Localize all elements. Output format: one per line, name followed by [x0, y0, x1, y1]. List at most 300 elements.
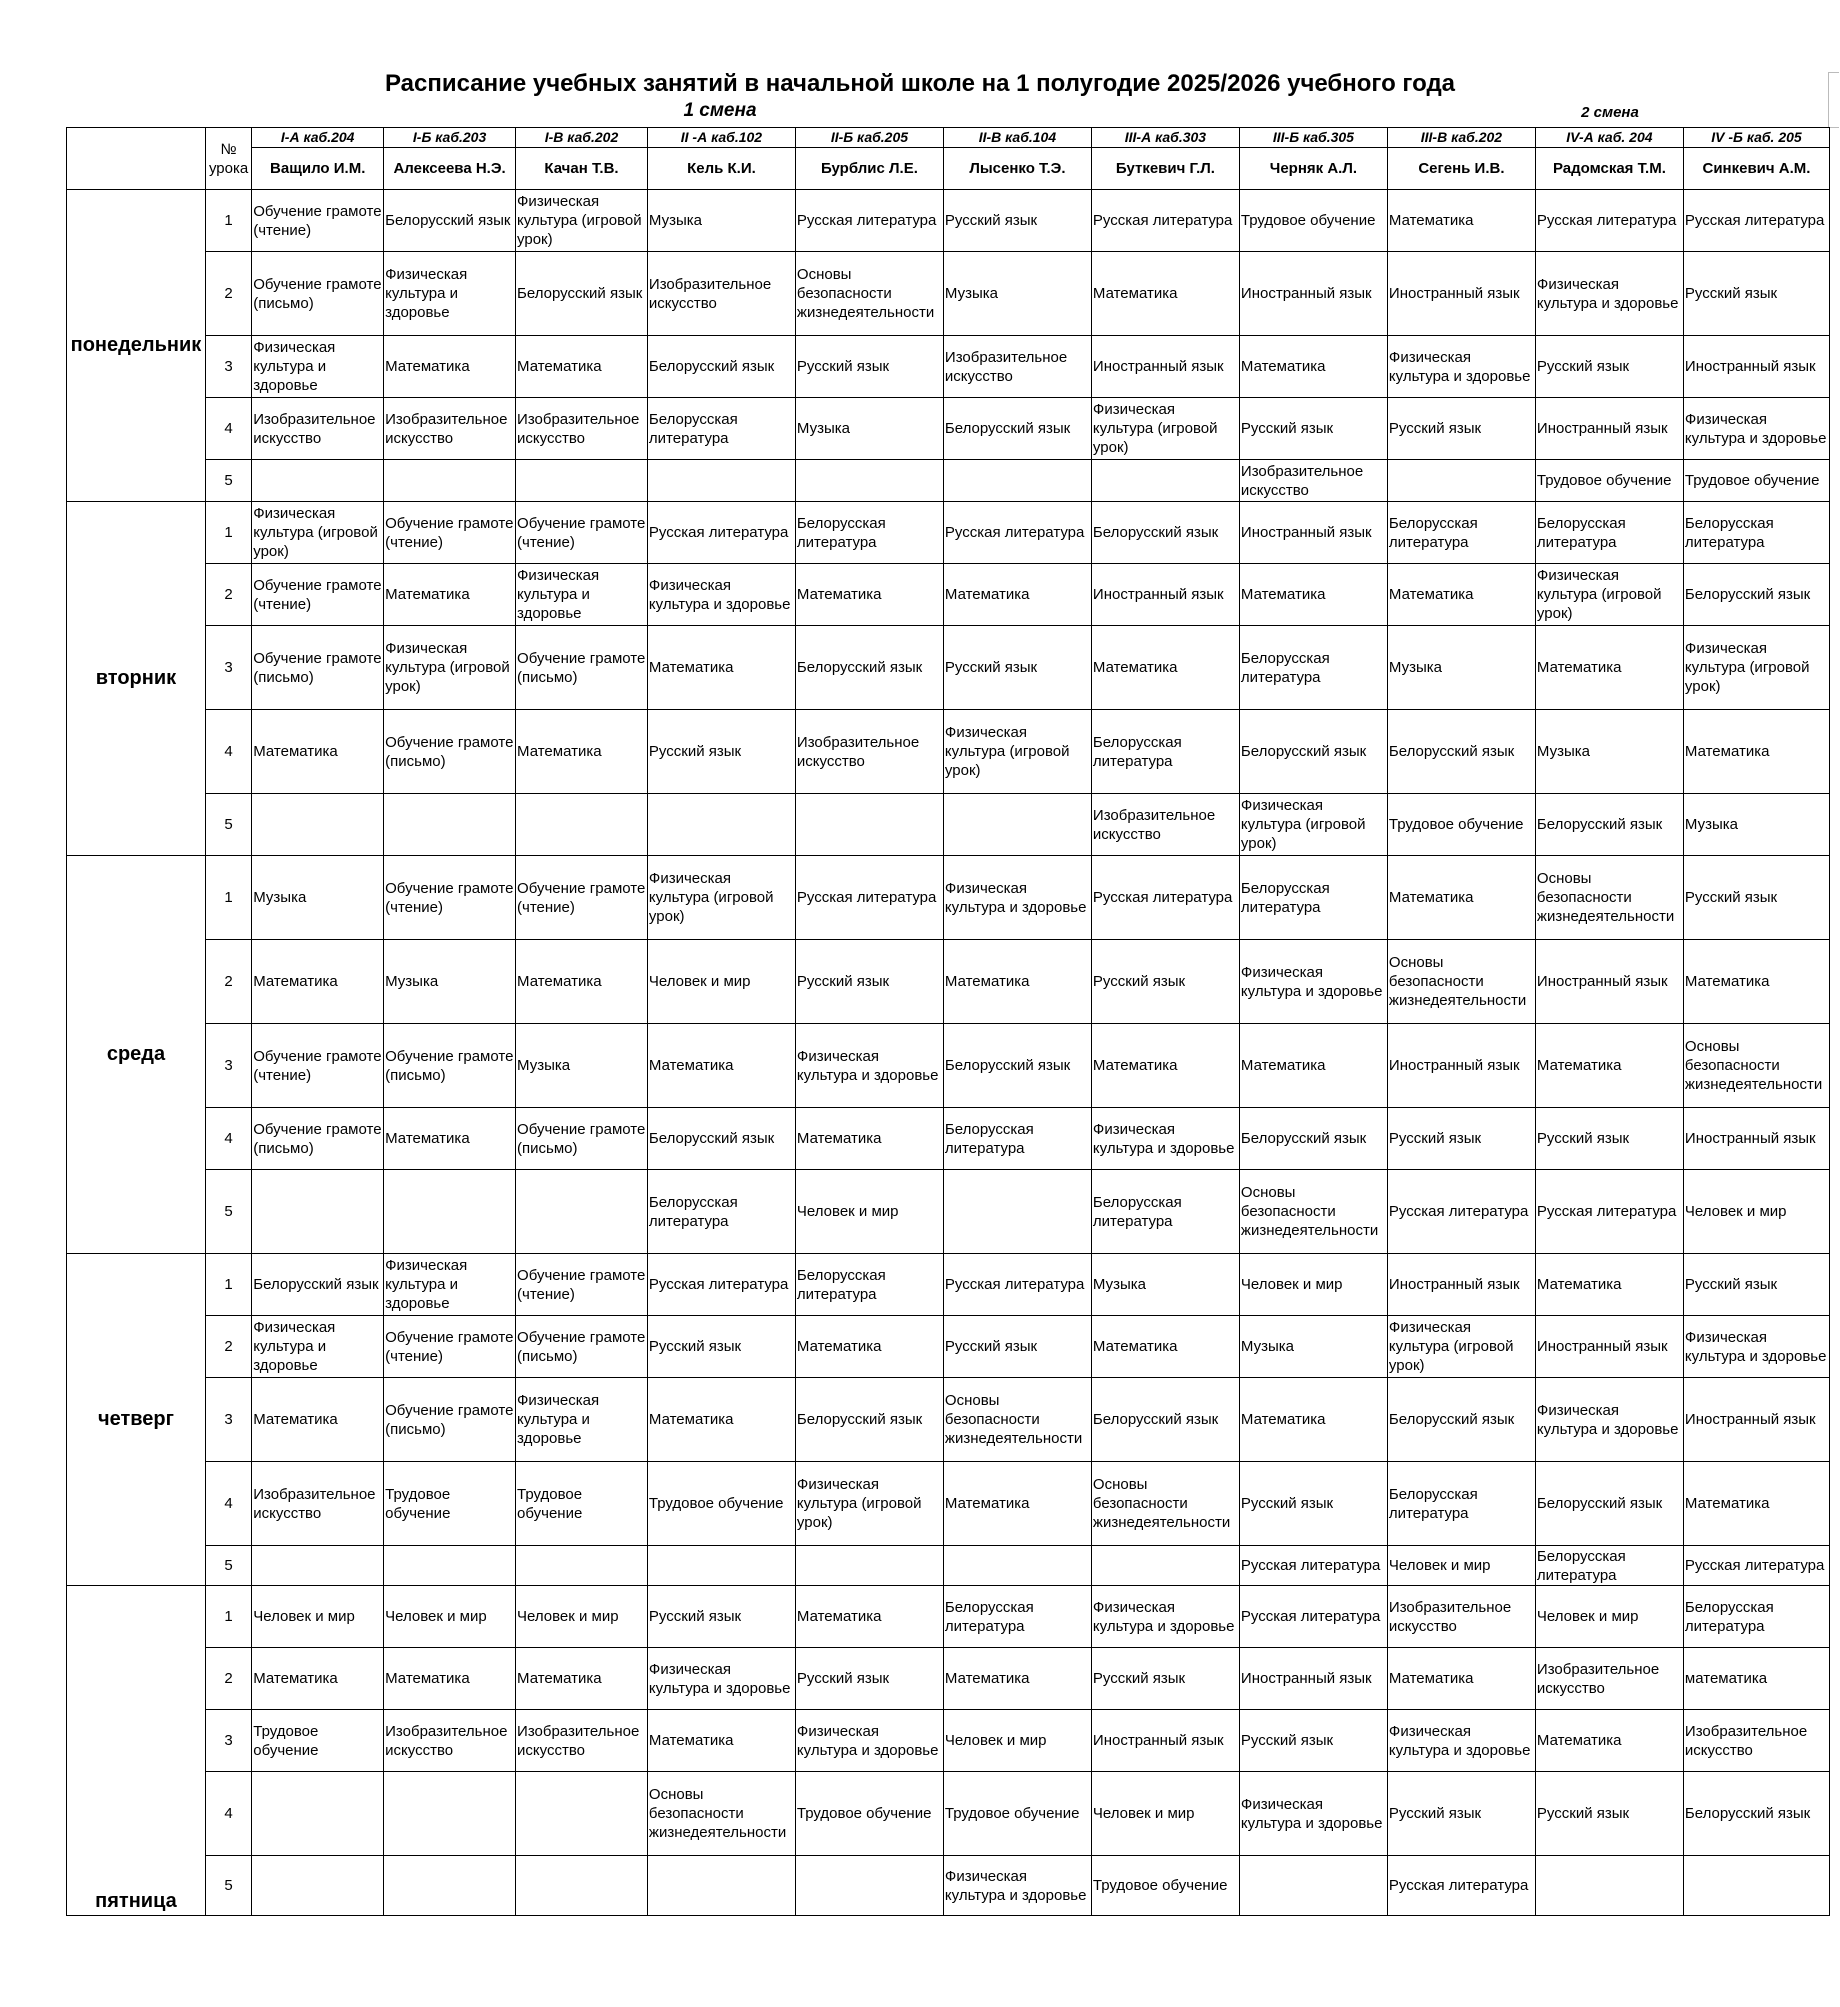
- subject-cell: Русская литература: [1239, 1586, 1387, 1648]
- subject-cell: Иностранный язык: [1387, 1254, 1535, 1316]
- subject-cell: Математика: [943, 564, 1091, 626]
- subject-cell: Изобразительное искусство: [1239, 460, 1387, 502]
- subject-cell: Основы безопасности жизнедеятельности: [943, 1378, 1091, 1462]
- subject-cell: Русская литература: [1535, 190, 1683, 252]
- subject-cell: Музыка: [795, 398, 943, 460]
- subject-cell: Математика: [252, 1378, 384, 1462]
- subject-cell: Физическая культура (игровой урок): [1535, 564, 1683, 626]
- subject-cell: Физическая культура и здоровье: [943, 1856, 1091, 1916]
- subject-cell: Белорусская литература: [795, 502, 943, 564]
- subject-cell: Иностранный язык: [1387, 252, 1535, 336]
- subject-cell: Иностранный язык: [1239, 252, 1387, 336]
- subject-cell: Физическая культура и здоровье: [647, 1648, 795, 1710]
- lesson-row: [67, 1462, 1830, 1546]
- subject-cell: Человек и мир: [943, 1710, 1091, 1772]
- subject-cell: Математика: [1683, 940, 1829, 1024]
- lesson-row: [67, 190, 1830, 252]
- header-row-classes: [67, 128, 1830, 148]
- subject-cell: Белорусская литература: [647, 398, 795, 460]
- subject-cell: Русский язык: [1535, 336, 1683, 398]
- teacher-name: Кель К.И.: [647, 148, 795, 190]
- subject-cell: Музыка: [516, 1024, 648, 1108]
- subject-cell: Трудовое обучение: [647, 1462, 795, 1546]
- lesson-row: [67, 794, 1830, 856]
- lesson-number: 1: [205, 856, 251, 940]
- lesson-row: [67, 502, 1830, 564]
- subject-cell: [1387, 460, 1535, 502]
- teacher-name: Бурблис Л.Е.: [795, 148, 943, 190]
- subject-cell: Обучение грамоте (письмо): [516, 626, 648, 710]
- subject-cell: Трудовое обучение: [795, 1772, 943, 1856]
- subject-cell: Изобразительное искусство: [943, 336, 1091, 398]
- subject-cell: Математика: [252, 940, 384, 1024]
- subject-cell: Иностранный язык: [1091, 564, 1239, 626]
- subject-cell: Физическая культура и здоровье: [1387, 336, 1535, 398]
- subject-cell: Белорусский язык: [1239, 1108, 1387, 1170]
- lesson-row: [67, 1108, 1830, 1170]
- subject-cell: Белорусский язык: [516, 252, 648, 336]
- subject-cell: Физическая культура и здоровье: [1535, 252, 1683, 336]
- subject-cell: Обучение грамоте (чтение): [252, 190, 384, 252]
- subject-cell: Обучение грамоте (чтение): [252, 564, 384, 626]
- subject-cell: Белорусская литература: [1091, 1170, 1239, 1254]
- lesson-row: [67, 1710, 1830, 1772]
- subject-cell: Математика: [516, 710, 648, 794]
- subject-cell: Белорусский язык: [943, 398, 1091, 460]
- subject-cell: Математика: [1387, 564, 1535, 626]
- subject-cell: Математика: [943, 1462, 1091, 1546]
- subject-cell: [384, 1170, 516, 1254]
- subject-cell: Основы безопасности жизнедеятельности: [795, 252, 943, 336]
- subject-cell: Математика: [1091, 626, 1239, 710]
- subject-cell: Обучение грамоте (чтение): [384, 856, 516, 940]
- subject-cell: Белорусский язык: [1535, 794, 1683, 856]
- subject-cell: Белорусский язык: [943, 1024, 1091, 1108]
- subject-cell: Белорусский язык: [795, 1378, 943, 1462]
- subject-cell: Музыка: [1535, 710, 1683, 794]
- subject-cell: Математика: [384, 336, 516, 398]
- subject-cell: Белорусская литература: [943, 1108, 1091, 1170]
- subject-cell: Физическая культура и здоровье: [795, 1024, 943, 1108]
- subject-cell: [252, 1856, 384, 1916]
- subject-cell: Физическая культура и здоровье: [252, 336, 384, 398]
- subject-cell: Математика: [384, 564, 516, 626]
- subject-cell: Белорусский язык: [384, 190, 516, 252]
- subject-cell: Русская литература: [795, 856, 943, 940]
- subject-cell: Белорусская литература: [1683, 502, 1829, 564]
- subject-cell: [384, 794, 516, 856]
- subject-cell: Математика: [252, 1648, 384, 1710]
- subject-cell: Обучение грамоте (чтение): [516, 502, 648, 564]
- subject-cell: Основы безопасности жизнедеятельности: [1683, 1024, 1829, 1108]
- subject-cell: Белорусская литература: [1387, 1462, 1535, 1546]
- subject-cell: Математика: [384, 1648, 516, 1710]
- subject-cell: Физическая культура и здоровье: [1239, 940, 1387, 1024]
- subject-cell: Белорусский язык: [647, 336, 795, 398]
- subject-cell: Физическая культура и здоровье: [1091, 1108, 1239, 1170]
- subject-cell: [252, 1170, 384, 1254]
- subject-cell: Обучение грамоте (письмо): [516, 1108, 648, 1170]
- subject-cell: Трудовое обучение: [943, 1772, 1091, 1856]
- subject-cell: Основы безопасности жизнедеятельности: [1239, 1170, 1387, 1254]
- lesson-number: 5: [205, 794, 251, 856]
- subject-cell: Физическая культура и здоровье: [516, 564, 648, 626]
- subject-cell: Белорусский язык: [1387, 710, 1535, 794]
- subject-cell: Основы безопасности жизнедеятельности: [647, 1772, 795, 1856]
- subject-cell: Белорусская литература: [1535, 1546, 1683, 1586]
- lesson-row: [67, 336, 1830, 398]
- subject-cell: Физическая культура и здоровье: [1091, 1586, 1239, 1648]
- subject-cell: Музыка: [252, 856, 384, 940]
- subject-cell: Русский язык: [647, 1316, 795, 1378]
- subject-cell: Обучение грамоте (письмо): [384, 1024, 516, 1108]
- subject-cell: [516, 1772, 648, 1856]
- class-header: II-В каб.104: [943, 128, 1091, 148]
- subject-cell: Человек и мир: [1683, 1170, 1829, 1254]
- subject-cell: [516, 794, 648, 856]
- lesson-row: [67, 1378, 1830, 1462]
- day-name: четверг: [67, 1254, 206, 1586]
- subject-cell: Белорусский язык: [1535, 1462, 1683, 1546]
- subject-cell: Иностранный язык: [1239, 502, 1387, 564]
- subject-cell: Русская литература: [943, 502, 1091, 564]
- subject-cell: Иностранный язык: [1091, 336, 1239, 398]
- subject-cell: Изобразительное искусство: [1535, 1648, 1683, 1710]
- subject-cell: [516, 1856, 648, 1916]
- subject-cell: Русский язык: [1239, 398, 1387, 460]
- subject-cell: Физическая культура и здоровье: [252, 1316, 384, 1378]
- subject-cell: Русская литература: [795, 190, 943, 252]
- lesson-number: 5: [205, 460, 251, 502]
- lesson-row: [67, 252, 1830, 336]
- subject-cell: Белорусский язык: [1683, 1772, 1829, 1856]
- subject-cell: Обучение грамоте (чтение): [516, 1254, 648, 1316]
- lesson-row: [67, 1316, 1830, 1378]
- lesson-row: [67, 1254, 1830, 1316]
- subject-cell: Человек и мир: [1091, 1772, 1239, 1856]
- subject-cell: [1535, 1856, 1683, 1916]
- teacher-name: Лысенко Т.Э.: [943, 148, 1091, 190]
- subject-cell: Русский язык: [647, 710, 795, 794]
- lesson-number: 5: [205, 1170, 251, 1254]
- class-header: II-Б каб.205: [795, 128, 943, 148]
- lesson-number: 3: [205, 336, 251, 398]
- subject-cell: Русский язык: [1387, 1108, 1535, 1170]
- subject-cell: Человек и мир: [516, 1586, 648, 1648]
- subject-cell: Белорусская литература: [1683, 1586, 1829, 1648]
- day-name: пятница: [67, 1586, 206, 1916]
- teacher-name: Сегень И.В.: [1387, 148, 1535, 190]
- teacher-name: Ващило И.М.: [252, 148, 384, 190]
- subject-cell: [795, 1856, 943, 1916]
- class-header: IV-А каб. 204: [1535, 128, 1683, 148]
- subject-cell: Русская литература: [1091, 190, 1239, 252]
- subject-cell: Изобразительное искусство: [516, 398, 648, 460]
- teacher-name: Радомская Т.М.: [1535, 148, 1683, 190]
- subject-cell: Русский язык: [1683, 856, 1829, 940]
- class-header: III-Б каб.305: [1239, 128, 1387, 148]
- subject-cell: Трудовое обучение: [1683, 460, 1829, 502]
- day-name: среда: [67, 856, 206, 1254]
- lesson-row: [67, 940, 1830, 1024]
- subject-cell: Белорусский язык: [1683, 564, 1829, 626]
- subject-cell: Математика: [1535, 626, 1683, 710]
- subject-cell: Основы безопасности жизнедеятельности: [1091, 1462, 1239, 1546]
- subject-cell: Математика: [647, 626, 795, 710]
- class-header: I-Б каб.203: [384, 128, 516, 148]
- subject-cell: [795, 1546, 943, 1586]
- subject-cell: Математика: [1091, 252, 1239, 336]
- subject-cell: Музыка: [1091, 1254, 1239, 1316]
- subject-cell: Иностранный язык: [1535, 940, 1683, 1024]
- lesson-row: [67, 1546, 1830, 1586]
- subject-cell: Физическая культура и здоровье: [384, 1254, 516, 1316]
- subject-cell: [1239, 1856, 1387, 1916]
- subject-cell: Физическая культура и здоровье: [1683, 398, 1829, 460]
- subject-cell: Белорусский язык: [1091, 1378, 1239, 1462]
- subject-cell: Изобразительное искусство: [384, 1710, 516, 1772]
- shift-1-label: 1 смена: [683, 100, 757, 121]
- subject-cell: Белорусская литература: [1535, 502, 1683, 564]
- subject-cell: Математика: [1239, 336, 1387, 398]
- subject-cell: Физическая культура и здоровье: [795, 1710, 943, 1772]
- subject-cell: Русская литература: [943, 1254, 1091, 1316]
- lesson-number: 1: [205, 190, 251, 252]
- subject-cell: Человек и мир: [384, 1586, 516, 1648]
- subject-cell: Изобразительное искусство: [252, 398, 384, 460]
- subject-cell: Иностранный язык: [1535, 398, 1683, 460]
- subject-cell: Трудовое обучение: [1091, 1856, 1239, 1916]
- subject-cell: Физическая культура и здоровье: [1683, 1316, 1829, 1378]
- subject-cell: [647, 794, 795, 856]
- class-header: II -А каб.102: [647, 128, 795, 148]
- subject-cell: Математика: [384, 1108, 516, 1170]
- lesson-number: 4: [205, 1108, 251, 1170]
- subject-cell: Физическая культура и здоровье: [647, 564, 795, 626]
- subject-cell: Физическая культура (игровой урок): [1387, 1316, 1535, 1378]
- lesson-row: [67, 1586, 1830, 1648]
- subject-cell: Человек и мир: [252, 1586, 384, 1648]
- lesson-number: 2: [205, 564, 251, 626]
- subject-cell: [795, 460, 943, 502]
- subject-cell: Обучение грамоте (чтение): [384, 1316, 516, 1378]
- subject-cell: Иностранный язык: [1683, 336, 1829, 398]
- lesson-number: 4: [205, 398, 251, 460]
- subject-cell: Математика: [1239, 1024, 1387, 1108]
- class-header: III-В каб.202: [1387, 128, 1535, 148]
- lesson-number: 3: [205, 1710, 251, 1772]
- subject-cell: Человек и мир: [647, 940, 795, 1024]
- subject-cell: Белорусская литература: [1387, 502, 1535, 564]
- subject-cell: Математика: [516, 1648, 648, 1710]
- subject-cell: Математика: [647, 1378, 795, 1462]
- subject-cell: Математика: [1091, 1316, 1239, 1378]
- subject-cell: Русский язык: [1535, 1772, 1683, 1856]
- lesson-row: [67, 1772, 1830, 1856]
- subject-cell: Трудовое обучение: [1387, 794, 1535, 856]
- lesson-row: [67, 626, 1830, 710]
- lesson-number: 4: [205, 1462, 251, 1546]
- subject-cell: Обучение грамоте (письмо): [516, 1316, 648, 1378]
- subject-cell: Русская литература: [1387, 1856, 1535, 1916]
- subject-cell: Русская литература: [1683, 1546, 1829, 1586]
- subject-cell: Изобразительное искусство: [647, 252, 795, 336]
- shift-2-label: 2 смена: [1581, 104, 1639, 121]
- lesson-number: 5: [205, 1856, 251, 1916]
- subject-cell: Русский язык: [795, 940, 943, 1024]
- lesson-number: 3: [205, 1024, 251, 1108]
- subject-cell: Русский язык: [1387, 398, 1535, 460]
- subject-cell: Русский язык: [1683, 252, 1829, 336]
- subject-cell: Физическая культура и здоровье: [1387, 1710, 1535, 1772]
- subject-cell: Математика: [1535, 1710, 1683, 1772]
- subject-cell: Белорусский язык: [252, 1254, 384, 1316]
- subject-cell: [943, 1170, 1091, 1254]
- subject-cell: [647, 460, 795, 502]
- subject-cell: Обучение грамоте (чтение): [252, 1024, 384, 1108]
- subject-cell: Математика: [1683, 1462, 1829, 1546]
- subject-cell: Физическая культура (игровой урок): [516, 190, 648, 252]
- subject-cell: [516, 1546, 648, 1586]
- lesson-row: [67, 1648, 1830, 1710]
- lesson-row: [67, 856, 1830, 940]
- subject-cell: Музыка: [1239, 1316, 1387, 1378]
- subject-cell: Математика: [795, 564, 943, 626]
- subject-cell: Иностранный язык: [1683, 1378, 1829, 1462]
- lesson-row: [67, 710, 1830, 794]
- subject-cell: [252, 1772, 384, 1856]
- subject-cell: Физическая культура (игровой урок): [384, 626, 516, 710]
- lesson-number: 2: [205, 940, 251, 1024]
- subject-cell: Человек и мир: [1535, 1586, 1683, 1648]
- subject-cell: Физическая культура и здоровье: [516, 1378, 648, 1462]
- subject-cell: Русский язык: [943, 626, 1091, 710]
- subject-cell: Математика: [1239, 564, 1387, 626]
- subject-cell: Математика: [795, 1108, 943, 1170]
- subject-cell: Обучение грамоте (чтение): [516, 856, 648, 940]
- subject-cell: Трудовое обучение: [1239, 190, 1387, 252]
- subject-cell: Русский язык: [1535, 1108, 1683, 1170]
- subject-cell: Математика: [1535, 1024, 1683, 1108]
- subject-cell: [384, 1856, 516, 1916]
- subject-cell: Русский язык: [647, 1586, 795, 1648]
- subject-cell: [943, 460, 1091, 502]
- subject-cell: Математика: [516, 336, 648, 398]
- subject-cell: Белорусская литература: [943, 1586, 1091, 1648]
- subject-cell: Русский язык: [1239, 1462, 1387, 1546]
- lesson-number: 3: [205, 1378, 251, 1462]
- subject-cell: Русская литература: [1239, 1546, 1387, 1586]
- subject-cell: Русский язык: [1683, 1254, 1829, 1316]
- class-header: III-А каб.303: [1091, 128, 1239, 148]
- subject-cell: Белорусский язык: [1091, 502, 1239, 564]
- subject-cell: Физическая культура (игровой урок): [647, 856, 795, 940]
- subject-cell: Музыка: [1683, 794, 1829, 856]
- subject-cell: Музыка: [647, 190, 795, 252]
- subject-cell: Физическая культура и здоровье: [1239, 1772, 1387, 1856]
- subject-cell: Русский язык: [943, 190, 1091, 252]
- subject-cell: Человек и мир: [795, 1170, 943, 1254]
- subject-cell: Русский язык: [795, 336, 943, 398]
- day-name: вторник: [67, 502, 206, 856]
- subject-cell: [252, 794, 384, 856]
- lesson-number: 2: [205, 1648, 251, 1710]
- subject-cell: Трудовое обучение: [384, 1462, 516, 1546]
- subject-cell: Математика: [516, 940, 648, 1024]
- subject-cell: [252, 460, 384, 502]
- subject-cell: Физическая культура (игровой урок): [795, 1462, 943, 1546]
- subject-cell: [1091, 1546, 1239, 1586]
- lesson-number-header: № урока: [205, 128, 251, 190]
- day-name: понедельник: [67, 190, 206, 502]
- subject-cell: Русский язык: [1239, 1710, 1387, 1772]
- subject-cell: Изобразительное искусство: [384, 398, 516, 460]
- lesson-number: 2: [205, 252, 251, 336]
- subject-cell: Иностранный язык: [1683, 1108, 1829, 1170]
- subject-cell: Математика: [1535, 1254, 1683, 1316]
- subject-cell: Белорусская литература: [1091, 710, 1239, 794]
- subject-cell: Физическая культура и здоровье: [1535, 1378, 1683, 1462]
- subject-cell: Музыка: [1387, 626, 1535, 710]
- teacher-name: Черняк А.Л.: [1239, 148, 1387, 190]
- subject-cell: Русская литература: [647, 502, 795, 564]
- lesson-number: 4: [205, 1772, 251, 1856]
- header-row-teachers: [67, 148, 1830, 190]
- subject-cell: Основы безопасности жизнедеятельности: [1387, 940, 1535, 1024]
- subject-cell: Русский язык: [1387, 1772, 1535, 1856]
- subject-cell: Белорусская литература: [647, 1170, 795, 1254]
- subject-cell: Человек и мир: [1387, 1546, 1535, 1586]
- subject-cell: Обучение грамоте (письмо): [252, 626, 384, 710]
- lesson-number: 5: [205, 1546, 251, 1586]
- subject-cell: Математика: [1683, 710, 1829, 794]
- teacher-name: Алексеева Н.Э.: [384, 148, 516, 190]
- subject-cell: Русская литература: [1683, 190, 1829, 252]
- subject-cell: [516, 1170, 648, 1254]
- subject-cell: Физическая культура и здоровье: [943, 856, 1091, 940]
- subject-cell: Математика: [647, 1024, 795, 1108]
- subject-cell: Обучение грамоте (письмо): [384, 1378, 516, 1462]
- subject-cell: Русский язык: [795, 1648, 943, 1710]
- lesson-row: [67, 1170, 1830, 1254]
- subject-cell: [384, 1546, 516, 1586]
- subject-cell: Математика: [1387, 856, 1535, 940]
- subject-cell: Русский язык: [1091, 1648, 1239, 1710]
- subject-cell: Изобразительное искусство: [1683, 1710, 1829, 1772]
- subject-cell: Русская литература: [1387, 1170, 1535, 1254]
- subject-cell: [384, 460, 516, 502]
- subject-cell: [647, 1546, 795, 1586]
- teacher-name: Буткевич Г.Л.: [1091, 148, 1239, 190]
- subject-cell: Белорусский язык: [1239, 710, 1387, 794]
- subject-cell: [943, 794, 1091, 856]
- subject-cell: [795, 794, 943, 856]
- subject-cell: Математика: [1387, 1648, 1535, 1710]
- lesson-row: [67, 460, 1830, 502]
- subject-cell: Математика: [795, 1586, 943, 1648]
- subject-cell: Иностранный язык: [1387, 1024, 1535, 1108]
- subject-cell: [1683, 1856, 1829, 1916]
- subject-cell: Обучение грамоте (письмо): [252, 1108, 384, 1170]
- subject-cell: Основы безопасности жизнедеятельности: [1535, 856, 1683, 940]
- subject-cell: Иностранный язык: [1239, 1648, 1387, 1710]
- class-header: IV -Б каб. 205: [1683, 128, 1829, 148]
- subject-cell: Математика: [1239, 1378, 1387, 1462]
- subject-cell: Русский язык: [943, 1316, 1091, 1378]
- subject-cell: Русский язык: [1091, 940, 1239, 1024]
- subject-cell: Русская литература: [1535, 1170, 1683, 1254]
- subject-cell: Изобразительное искусство: [1387, 1586, 1535, 1648]
